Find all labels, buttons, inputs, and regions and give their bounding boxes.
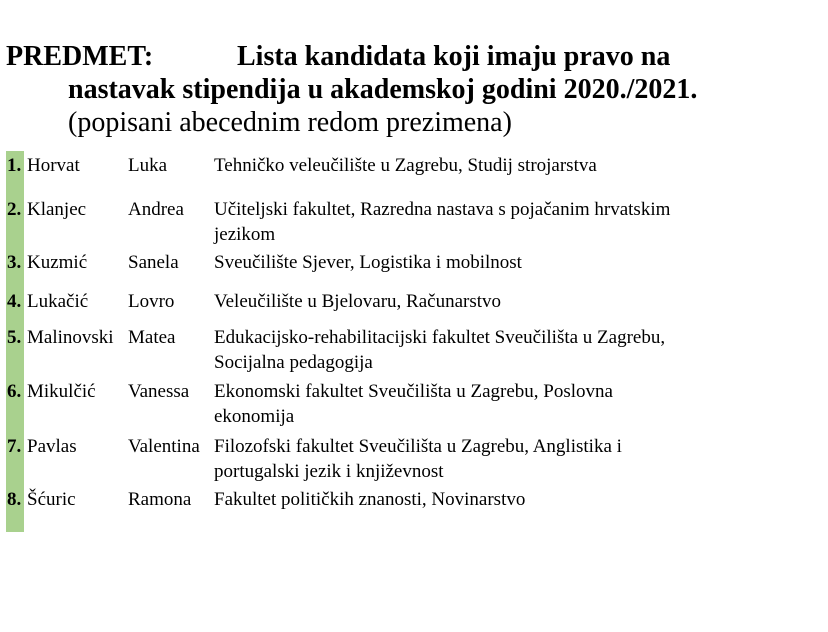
heading-line-1 <box>6 40 821 73</box>
item-surname: Klanjec <box>27 199 87 220</box>
title-line-1: Lista kandidata koji imaju pravo na <box>237 41 671 72</box>
heading <box>6 40 821 139</box>
item-school: Veleučilište u Bjelovaru, Računarstvo <box>214 291 502 312</box>
item-firstname: Sanela <box>128 252 179 273</box>
item-firstname: Ramona <box>128 489 192 510</box>
item-school: Tehničko veleučilište u Zagrebu, Studij strojarstva <box>214 155 597 176</box>
item-school: Ekonomski fakultet Sveučilišta u Zagrebu, Poslovna ekonomija <box>214 381 613 427</box>
item-number: 1. <box>7 155 22 176</box>
item-number: 6. <box>7 381 22 402</box>
item-surname: Horvat <box>27 155 80 176</box>
item-school: Učiteljski fakultet, Razredna nastava s pojačanim hrvatskim jezikom <box>214 199 671 245</box>
item-firstname: Lovro <box>128 291 175 312</box>
item-surname: Šćuric <box>27 489 76 510</box>
candidate-list <box>6 151 706 532</box>
item-surname: Lukačić <box>27 291 89 312</box>
item-school: Fakultet političkih znanosti, Novinarstvo <box>214 489 526 510</box>
item-number: 5. <box>7 327 22 348</box>
item-school: Filozofski fakultet Sveučilišta u Zagrebu, Anglistika i portugalski jezik i književnost <box>214 436 622 482</box>
item-number: 7. <box>7 436 22 457</box>
subject-label: PREDMET: <box>6 41 154 72</box>
item-number: 8. <box>7 489 22 510</box>
item-firstname: Matea <box>128 327 176 348</box>
item-surname: Mikulčić <box>27 381 96 402</box>
item-firstname: Andrea <box>128 199 184 220</box>
title-line-2: nastavak stipendija u akademskoj godini 2020./2021. <box>68 74 698 105</box>
item-school: Edukacijsko-rehabilitacijski fakultet Sveučilišta u Zagrebu, Socijalna pedagogija <box>214 327 666 373</box>
item-firstname: Vanessa <box>128 381 190 402</box>
item-number: 2. <box>7 199 22 220</box>
item-firstname: Valentina <box>128 436 200 457</box>
item-firstname: Luka <box>128 155 168 176</box>
item-surname: Pavlas <box>27 436 77 457</box>
item-number: 3. <box>7 252 22 273</box>
subtitle: (popisani abecednim redom prezimena) <box>68 107 512 138</box>
item-surname: Malinovski <box>27 327 114 348</box>
item-surname: Kuzmić <box>27 252 88 273</box>
item-school: Sveučilište Sjever, Logistika i mobilnost <box>214 252 522 273</box>
item-number: 4. <box>7 291 22 312</box>
